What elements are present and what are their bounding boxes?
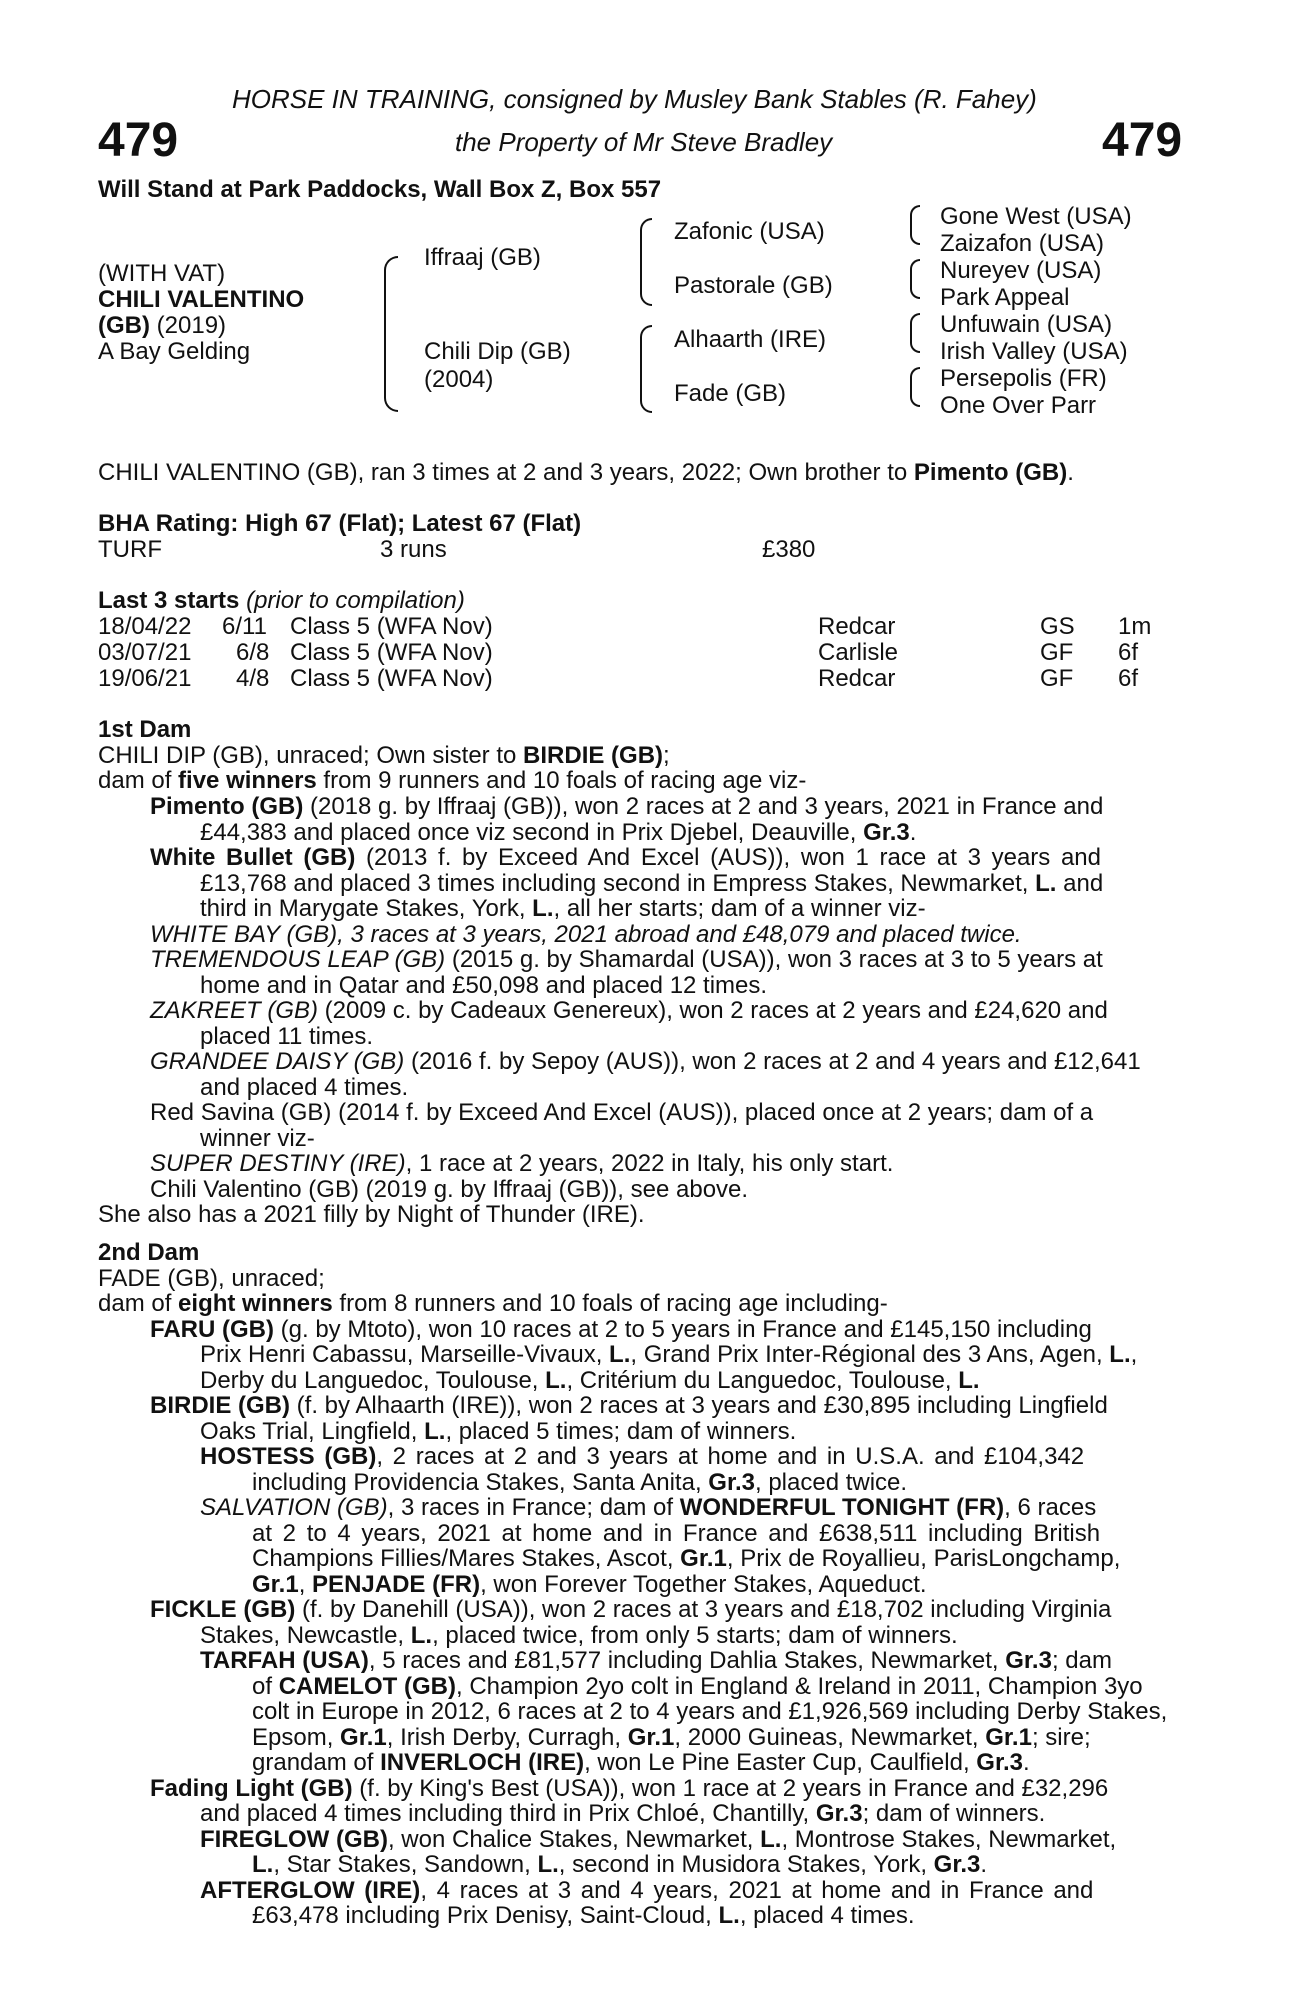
start-race: Class 5 (WFA Nov) bbox=[290, 639, 493, 666]
text-bold: White Bullet (GB) bbox=[150, 844, 356, 871]
text: ; dam of winners. bbox=[862, 1800, 1046, 1827]
text: dam of bbox=[98, 1290, 179, 1317]
text: , bbox=[1130, 1341, 1138, 1368]
text: , 3 races at 3 years, 2021 abroad and £48,079 and placed twice. bbox=[337, 921, 1022, 948]
text: . bbox=[909, 819, 917, 846]
first-dam-line bbox=[150, 1151, 893, 1177]
summary-end: . bbox=[1067, 459, 1074, 486]
text: (2015 g. by Shamardal (USA)), won 3 races at 3 to 5 years at bbox=[445, 946, 1103, 973]
second-dam-line bbox=[200, 1648, 1112, 1674]
rating-runs: 3 runs bbox=[380, 536, 447, 563]
text-italic: GRANDEE DAISY (GB) bbox=[150, 1048, 405, 1075]
stabling-location: Will Stand at Park Paddocks, Wall Box Z, Box 557 bbox=[98, 176, 662, 203]
text-bold: Gr.1 bbox=[252, 1571, 299, 1598]
start-position: 6/8 bbox=[236, 639, 270, 666]
pedigree-dam-dam: Fade (GB) bbox=[674, 380, 787, 407]
text: ; sire; bbox=[1031, 1724, 1091, 1751]
text-bold: PENJADE (FR) bbox=[312, 1571, 481, 1598]
text: , Critérium du Languedoc, Toulouse, bbox=[566, 1367, 959, 1394]
text: (f. by King's Best (USA)), won 1 race at 2 years in France and £32,296 bbox=[352, 1775, 1109, 1802]
text: , Champion 2yo colt in England & Ireland in 2011, Champion 3yo bbox=[456, 1673, 1143, 1700]
text: , 1 race at 2 years, 2022 in Italy, his only start. bbox=[405, 1150, 894, 1177]
text-bold: FARU (GB) bbox=[150, 1316, 274, 1343]
first-dam-line bbox=[150, 1049, 1141, 1075]
text-bold: Gr.1 bbox=[340, 1724, 387, 1751]
second-dam-line bbox=[200, 1419, 796, 1445]
text: £44,383 and placed once viz second in Prix Djebel, Deauville, bbox=[200, 819, 864, 846]
text-bold: L. bbox=[252, 1851, 274, 1878]
second-dam-line bbox=[252, 1852, 987, 1878]
first-dam-line bbox=[200, 896, 926, 922]
text: , 4 races at 3 and 4 years, 2021 at home and in France and bbox=[420, 1877, 1094, 1904]
text: (f. by Danehill (USA)), won 2 races at 3 years and £18,702 including Virginia bbox=[295, 1596, 1112, 1623]
text-bold: CAMELOT (GB) bbox=[278, 1673, 456, 1700]
text: Oaks Trial, Lingfield, bbox=[200, 1418, 425, 1445]
text: , placed 4 times. bbox=[739, 1902, 915, 1929]
second-dam-line bbox=[252, 1725, 1091, 1751]
text: Stakes, Newcastle, bbox=[200, 1622, 411, 1649]
second-dam-line bbox=[200, 1342, 1137, 1368]
text: , placed 5 times; dam of winners. bbox=[445, 1418, 797, 1445]
text: grandam of bbox=[252, 1749, 381, 1776]
horse-year: (2019) bbox=[149, 312, 227, 339]
start-distance: 6f bbox=[1118, 665, 1139, 692]
bha-rating: BHA Rating: High 67 (Flat); Latest 67 (Flat) bbox=[98, 510, 582, 537]
start-course: Redcar bbox=[818, 665, 896, 692]
text: (2013 f. by Exceed And Excel (AUS)), won 1 race at 3 years and bbox=[355, 844, 1101, 871]
pedigree-dsd: Irish Valley (USA) bbox=[940, 338, 1128, 365]
starts-title: Last 3 starts bbox=[98, 587, 240, 614]
text: . bbox=[980, 1851, 988, 1878]
start-going: GS bbox=[1040, 613, 1075, 640]
text-bold: Pimento (GB) bbox=[150, 793, 304, 820]
text: . bbox=[1023, 1749, 1030, 1776]
second-dam-line bbox=[200, 1623, 958, 1649]
pedigree-sire: Iffraaj (GB) bbox=[424, 244, 541, 271]
text-bold: L. bbox=[545, 1367, 567, 1394]
text: (2009 c. by Cadeaux Genereux), won 2 races at 2 years and £24,620 and bbox=[318, 997, 1108, 1024]
start-position: 6/11 bbox=[222, 613, 267, 640]
text: and bbox=[1056, 870, 1104, 897]
sire-dam-brace bbox=[384, 256, 398, 412]
second-dam-line bbox=[200, 1801, 1045, 1827]
second-dam-heading: 2nd Dam bbox=[98, 1239, 200, 1266]
summary-brother: Pimento (GB) bbox=[913, 459, 1068, 486]
text: third in Marygate Stakes, York, bbox=[200, 895, 533, 922]
text-bold: Gr.3 bbox=[815, 1800, 863, 1827]
second-dam-line bbox=[252, 1470, 907, 1496]
text-italic: SALVATION (GB) bbox=[200, 1494, 388, 1521]
text: , 2000 Guineas, Newmarket, bbox=[674, 1724, 986, 1751]
brace-pastorale bbox=[910, 259, 920, 299]
pedigree-ssd: Zaizafon (USA) bbox=[940, 230, 1105, 257]
text: , won Forever Together Stakes, Aqueduct. bbox=[480, 1571, 927, 1598]
first-dam-line: She also has a 2021 filly by Night of Thunder (IRE). bbox=[98, 1201, 645, 1228]
first-dam-line: and placed 4 times. bbox=[200, 1074, 409, 1101]
pedigree-sds: Nureyev (USA) bbox=[940, 257, 1102, 284]
second-dam-line bbox=[252, 1572, 927, 1598]
start-distance: 1m bbox=[1118, 613, 1152, 640]
text: (f. by Alhaarth (IRE)), won 2 races at 3 years and £30,895 including Lingfield bbox=[290, 1392, 1108, 1419]
second-dam-line bbox=[200, 1444, 1084, 1470]
text: Derby du Languedoc, Toulouse, bbox=[200, 1367, 546, 1394]
second-dam-line bbox=[150, 1393, 1108, 1419]
last-starts-heading bbox=[98, 588, 465, 614]
first-dam-line bbox=[150, 998, 1108, 1024]
first-dam-line: Red Savina (GB) (2014 f. by Exceed And Excel (AUS)), placed once at 2 years; dam of a bbox=[150, 1099, 1094, 1126]
text: , 2 races at 2 and 3 years at home and in U.S.A. and £104,342 bbox=[376, 1443, 1085, 1470]
text: (2016 f. by Sepoy (AUS)), won 2 races at 2 and 4 years and £12,641 bbox=[404, 1048, 1141, 1075]
text: , placed twice. bbox=[754, 1469, 908, 1496]
first-dam-line bbox=[98, 743, 670, 769]
second-dam-line bbox=[200, 1878, 1093, 1904]
text: , won Le Pine Easter Cup, Caulfield, bbox=[584, 1749, 977, 1776]
text: , second in Musidora Stakes, York, bbox=[558, 1851, 934, 1878]
start-going: GF bbox=[1040, 665, 1074, 692]
text-bold: HOSTESS (GB) bbox=[200, 1443, 377, 1470]
first-dam-line bbox=[200, 871, 1103, 897]
rating-prize: £380 bbox=[762, 536, 816, 563]
text: dam of bbox=[98, 767, 179, 794]
text-bold: Gr.1 bbox=[627, 1724, 675, 1751]
first-dam-line bbox=[150, 794, 1103, 820]
text: , Grand Prix Inter-Régional des 3 Ans, Agen, bbox=[630, 1341, 1110, 1368]
text-bold: TARFAH (USA) bbox=[200, 1647, 369, 1674]
second-dam-line bbox=[150, 1776, 1108, 1802]
text-bold: BIRDIE (GB) bbox=[150, 1392, 290, 1419]
second-dam-line bbox=[252, 1674, 1143, 1700]
text-bold: FICKLE (GB) bbox=[150, 1596, 296, 1623]
text-bold: Gr.3 bbox=[1005, 1647, 1052, 1674]
second-dam-line bbox=[150, 1597, 1111, 1623]
race-summary bbox=[98, 460, 1074, 486]
start-date: 19/06/21 bbox=[98, 665, 192, 692]
text: CHILI DIP (GB), unraced; Own sister to bbox=[98, 742, 524, 769]
second-dam-line bbox=[200, 1368, 980, 1394]
text: including Providencia Stakes, Santa Anita, bbox=[252, 1469, 709, 1496]
brace-alhaarth bbox=[910, 313, 920, 353]
text-italic: ZAKREET (GB) bbox=[150, 997, 319, 1024]
text: ; bbox=[663, 742, 670, 769]
text-bold: Gr.3 bbox=[708, 1469, 755, 1496]
text-bold: Gr.3 bbox=[863, 819, 910, 846]
text-bold: L. bbox=[1109, 1341, 1131, 1368]
second-dam-line bbox=[150, 1317, 1092, 1343]
brace-zafonic bbox=[910, 205, 920, 245]
start-course: Carlisle bbox=[818, 639, 899, 666]
text-bold: L. bbox=[537, 1851, 559, 1878]
text-bold: FIREGLOW (GB) bbox=[200, 1826, 388, 1853]
text-bold: AFTERGLOW (IRE) bbox=[200, 1877, 421, 1904]
summary-text: CHILI VALENTINO (GB), ran 3 times at 2 and 3 years, 2022; Own brother to bbox=[98, 459, 914, 486]
sire-line-brace bbox=[640, 218, 652, 306]
text: Epsom, bbox=[252, 1724, 341, 1751]
text-bold: Gr.3 bbox=[933, 1851, 981, 1878]
text-bold: L. bbox=[410, 1622, 433, 1649]
pedigree-sdd: Park Appeal bbox=[940, 284, 1070, 311]
text-italic: TREMENDOUS LEAP (GB) bbox=[150, 946, 446, 973]
starts-note: (prior to compilation) bbox=[239, 587, 465, 614]
text-bold: L. bbox=[760, 1826, 782, 1853]
second-dam-line bbox=[200, 1827, 1116, 1853]
second-dam-line bbox=[252, 1903, 915, 1929]
text-bold: eight winners bbox=[178, 1290, 333, 1317]
text: , Irish Derby, Curragh, bbox=[386, 1724, 628, 1751]
text: and placed 4 times including third in Prix Chloé, Chantilly, bbox=[200, 1800, 816, 1827]
text-bold: Gr.1 bbox=[680, 1545, 727, 1572]
second-dam-line bbox=[252, 1546, 1120, 1572]
start-going: GF bbox=[1040, 639, 1074, 666]
text-bold: L. bbox=[958, 1367, 980, 1394]
text: Prix Henri Cabassu, Marseille-Vivaux, bbox=[200, 1341, 610, 1368]
pedigree-ddd: One Over Parr bbox=[940, 392, 1097, 419]
start-race: Class 5 (WFA Nov) bbox=[290, 613, 493, 640]
vat-status: (WITH VAT) bbox=[98, 260, 226, 287]
text-bold: L. bbox=[609, 1341, 631, 1368]
text: , all her starts; dam of a winner viz- bbox=[553, 895, 926, 922]
first-dam-line bbox=[150, 922, 1022, 948]
text: SUPER DESTINY (IRE) bbox=[150, 1150, 406, 1177]
text: Champions Fillies/Mares Stakes, Ascot, bbox=[252, 1545, 681, 1572]
pedigree-dam: Chili Dip (GB) bbox=[424, 338, 571, 365]
start-date: 18/04/22 bbox=[98, 613, 192, 640]
text-bold: Gr.1 bbox=[985, 1724, 1032, 1751]
text: , 6 races bbox=[1004, 1494, 1097, 1521]
text-bold: L. bbox=[718, 1902, 740, 1929]
second-dam-line bbox=[200, 1495, 1096, 1521]
text: , Montrose Stakes, Newmarket, bbox=[781, 1826, 1117, 1853]
pedigree-dam-year: (2004) bbox=[424, 366, 494, 393]
text-bold: L. bbox=[1035, 870, 1057, 897]
first-dam-line: placed 11 times. bbox=[200, 1023, 373, 1050]
text: £13,768 and placed 3 times including second in Empress Stakes, Newmarket, bbox=[200, 870, 1036, 897]
text: , Star Stakes, Sandown, bbox=[273, 1851, 538, 1878]
dam-line-brace bbox=[640, 325, 652, 413]
text-bold: WONDERFUL TONIGHT (FR) bbox=[679, 1494, 1005, 1521]
pedigree-dss: Unfuwain (USA) bbox=[940, 311, 1113, 338]
rating-surface: TURF bbox=[98, 536, 162, 563]
horse-description: A Bay Gelding bbox=[98, 338, 251, 365]
pedigree-sire-sire: Zafonic (USA) bbox=[674, 218, 825, 245]
text: , bbox=[298, 1571, 313, 1598]
start-position: 4/8 bbox=[236, 665, 270, 692]
pedigree-dds: Persepolis (FR) bbox=[940, 365, 1107, 392]
pedigree-sire-dam: Pastorale (GB) bbox=[674, 272, 833, 299]
header-property: the Property of Mr Steve Bradley bbox=[455, 127, 833, 157]
text: (g. by Mtoto), won 10 races at 2 to 5 years in France and £145,150 including bbox=[273, 1316, 1092, 1343]
lot-number-left: 479 bbox=[98, 114, 179, 167]
text-bold: L. bbox=[424, 1418, 446, 1445]
header-consignor: HORSE IN TRAINING, consigned by Musley Bank Stables (R. Fahey) bbox=[232, 84, 1037, 114]
second-dam-line: FADE (GB), unraced; bbox=[98, 1265, 325, 1292]
lot-number-right: 479 bbox=[1102, 114, 1183, 167]
text: from 8 runners and 10 foals of racing age including- bbox=[332, 1290, 888, 1317]
text: (2018 g. by Iffraaj (GB)), won 2 races at 2 and 3 years, 2021 in France and bbox=[303, 793, 1104, 820]
text-bold: five winners bbox=[178, 767, 317, 794]
start-distance: 6f bbox=[1118, 639, 1139, 666]
start-race: Class 5 (WFA Nov) bbox=[290, 665, 493, 692]
first-dam-line bbox=[150, 947, 1103, 973]
first-dam-line bbox=[200, 820, 916, 846]
second-dam-line: at 2 to 4 years, 2021 at home and in France and £638,511 including British bbox=[252, 1520, 1101, 1547]
second-dam-line: colt in Europe in 2012, 6 races at 2 to 4 years and £1,926,569 including Derby Stakes, bbox=[252, 1698, 1168, 1725]
text: of bbox=[252, 1673, 279, 1700]
text-bold: Fading Light (GB) bbox=[150, 1775, 353, 1802]
pedigree-sss: Gone West (USA) bbox=[940, 203, 1132, 230]
text: from 9 runners and 10 foals of racing age viz- bbox=[316, 767, 807, 794]
horse-country: (GB) bbox=[98, 312, 150, 339]
second-dam-line bbox=[98, 1291, 888, 1317]
text: , 5 races and £81,577 including Dahlia Stakes, Newmarket, bbox=[368, 1647, 1006, 1674]
second-dam-line bbox=[252, 1750, 1030, 1776]
first-dam-line: home and in Qatar and £50,098 and placed 12 times. bbox=[200, 972, 768, 999]
text: , Prix de Royallieu, ParisLongchamp, bbox=[726, 1545, 1121, 1572]
text: , 3 races in France; dam of bbox=[387, 1494, 680, 1521]
text: ; dam bbox=[1051, 1647, 1112, 1674]
first-dam-line: winner viz- bbox=[200, 1125, 315, 1152]
start-date: 03/07/21 bbox=[98, 639, 192, 666]
horse-name: CHILI VALENTINO bbox=[98, 286, 305, 313]
start-course: Redcar bbox=[818, 613, 896, 640]
first-dam-line: Chili Valentino (GB) (2019 g. by Iffraaj (GB)), see above. bbox=[150, 1176, 749, 1203]
first-dam-line bbox=[98, 768, 806, 794]
text: , won Chalice Stakes, Newmarket, bbox=[387, 1826, 761, 1853]
first-dam-line bbox=[150, 845, 1101, 871]
brace-fade bbox=[910, 367, 920, 407]
text-bold: INVERLOCH (IRE) bbox=[380, 1749, 585, 1776]
pedigree-dam-sire: Alhaarth (IRE) bbox=[674, 326, 827, 353]
horse-country-year bbox=[98, 313, 226, 339]
text: £63,478 including Prix Denisy, Saint-Cloud, bbox=[252, 1902, 719, 1929]
text-bold: L. bbox=[532, 895, 554, 922]
text: WHITE BAY (GB) bbox=[150, 921, 338, 948]
first-dam-heading: 1st Dam bbox=[98, 716, 192, 743]
text-bold: Gr.3 bbox=[976, 1749, 1023, 1776]
text: , placed twice, from only 5 starts; dam of winners. bbox=[432, 1622, 958, 1649]
text-bold: BIRDIE (GB) bbox=[523, 742, 664, 769]
